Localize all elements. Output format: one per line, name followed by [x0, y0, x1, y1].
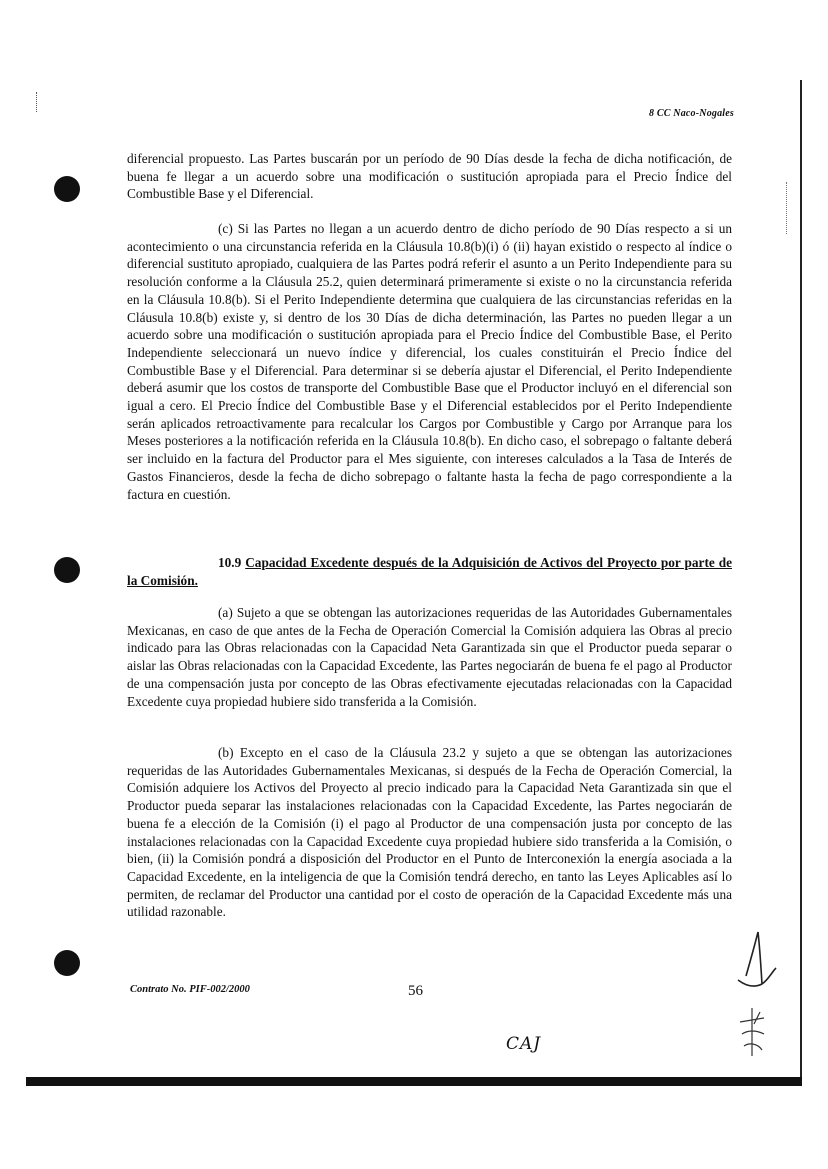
- signature-mark: [724, 928, 784, 1008]
- paragraph-continuation: diferencial propuesto. Las Partes buscarán por un período de 90 Días desde la fecha de dicha notificación, de buena fe llegar a un acuerdo sobre una modificación o sustitución apropiada para el Precio Índice del Combustible Base y el Diferencial.: [127, 151, 732, 202]
- scan-margin-marks-right: [786, 182, 788, 234]
- header-label: 8 CC Naco-Nogales: [648, 108, 734, 119]
- section-heading: [127, 554, 732, 589]
- page-number: 56: [408, 983, 423, 999]
- section-title: Capacidad Excedente después de la Adquisición de Activos del Proyecto por parte de la Comisión.: [127, 555, 733, 588]
- initials-mark: [734, 1004, 774, 1064]
- punch-hole: [54, 176, 80, 202]
- scan-margin-marks: [36, 92, 39, 112]
- paragraph-clause-b: (b) Excepto en el caso de la Cláusula 23.2 y sujeto a que se obtengan las autorizaciones requeridas de las Autoridades Gubernamentales Mexicanas, si después de la Fecha de Operación Comercial, la Comisión adquiere los Activos del Proyecto al precio indicado para la Capacidad Neta Garantizada sin que el Productor pueda separar las instalaciones relacionadas con la Capacidad Excedente, las Partes negociarán de buena fe a elección de la Comisión (i) el pago al Productor de una compensación justa por concepto de las instalaciones relacionadas con la Capacidad Excedente cuya propiedad hubiere sido transferida a la Comisión, o bien, (ii) la Comisión pondrá a disposición del Productor en el Punto de Interconexión la energía asociada a la Capacidad Excedente, en la inteligencia de que la Comisión tendrá derecho, en tanto las Leyes Aplicables así lo permiten, de reclamar del Productor una cantidad por el costo de operación de la Capacidad Excedente más una utilidad razonable.: [127, 745, 732, 920]
- paragraph-clause-c: (c) Si las Partes no llegan a un acuerdo dentro de dicho período de 90 Días respecto a si un acontecimiento o una circunstancia referida en la Cláusula 10.8(b)(i) ó (ii) hayan existido o respecto al índice o diferencial sustituto apropiado, cualquiera de las Partes podrá referir el asunto a un Perito Independiente para su resolución conforme a la Cláusula 25.2, quien determinará primeramente si existe o no la circunstancia referida en la Cláusula 10.8(b). Si el Perito Independiente determina que cualquiera de las circunstancias referidas en la Cláusula 10.8(b) existe y, si dentro de los 30 Días de dicha determinación, las Partes no pueden llegar a un acuerdo sobre una modificación o sustitución apropiada para el Precio Índice del Combustible Base, el Perito Independiente seleccionará un nuevo índice y diferencial, los cuales constituirán el Precio Índice del Combustible Base y el Diferencial. Para determinar si se debería ajustar el Diferencial, el Perito Independiente deberá asumir que los costos de transporte del Combustible Base que el Productor incluyó en el diferencial son igual a cero. El Precio Índice del Combustible Base y el Diferencial establecidos por el Perito Independiente serán aplicados retroactivamente para recalcular los Cargos por Combustible y Cargo por Arranque para los Meses posteriores a la notificación referida en la Cláusula 10.8(b). En dicho caso, el sobrepago o faltante deberá ser incluido en la factura del Productor para el Mes siguiente, con intereses calculados a la Tasa de Interés de Gastos Financieros, desde la fecha de dicho sobrepago o faltante hasta la fecha de pago correspondiente a la factura en cuestión.: [127, 221, 732, 502]
- right-margin-rule: [800, 80, 802, 1080]
- scan-bottom-edge: [26, 1077, 802, 1086]
- punch-hole: [54, 950, 80, 976]
- paragraph-clause-a: (a) Sujeto a que se obtengan las autorizaciones requeridas de las Autoridades Gubernamentales Mexicanas, en caso de que antes de la Fecha de Operación Comercial la Comisión adquiera las Obras al precio indicado para las Obras relacionadas con la Capacidad Neta Garantizada sin que el Productor pueda separar o aislar las Obras relacionadas con la Capacidad Excedente, las Partes negociarán de buena fe el pago al Productor de una compensación justa por concepto de las Obras efectivamente ejecutadas relacionadas con la Capacidad Excedente cuya propiedad hubiere sido transferida a la Comisión.: [127, 605, 732, 709]
- handwritten-initials: CAJ: [506, 1034, 542, 1054]
- punch-hole: [54, 557, 80, 583]
- contract-number: Contrato No. PIF-002/2000: [130, 984, 250, 995]
- section-number: 10.9: [218, 555, 242, 570]
